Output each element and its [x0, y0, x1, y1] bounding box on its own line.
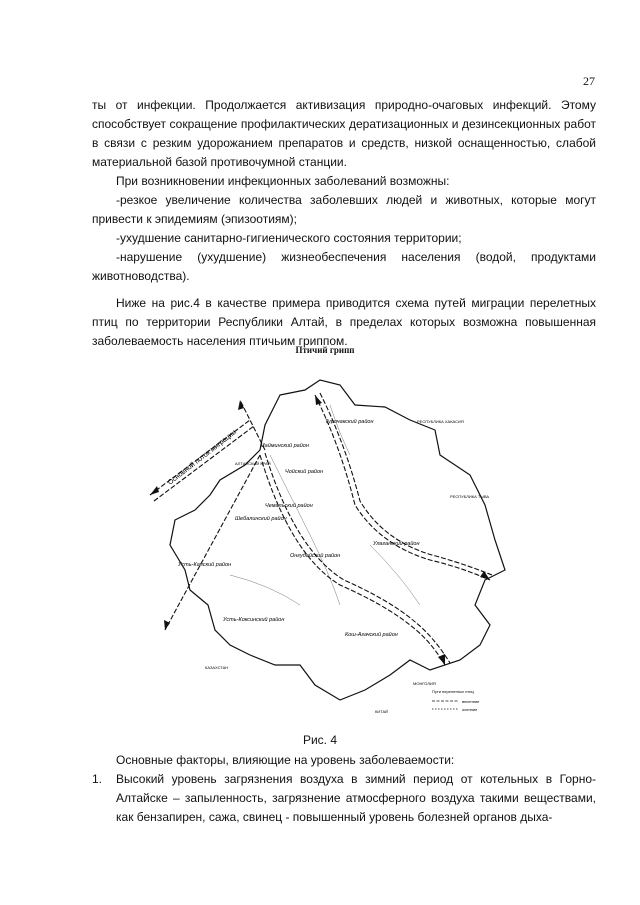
- neighbor-label: МОНГОЛИЯ: [413, 681, 436, 686]
- neighbor-label: РЕСПУБЛИКА ХАКАСИЯ: [417, 419, 464, 424]
- factor-number: 1.: [92, 772, 103, 786]
- list-item: -нарушение (ухудшение) жизнеобеспечения населения (водой, продуктами животноводства).: [92, 250, 596, 283]
- list-item: -ухудшение санитарно-гигиенического состояния территории;: [116, 231, 462, 245]
- neighbor-label: РЕСПУБЛИКА ТЫВА: [450, 494, 490, 499]
- paragraph: Ниже на рис.4 в качестве примера приводится схема путей миграции перелетных птиц по территории Республики Алтай, в пределах которых возможна повышенная заболеваемость населения птичьим гриппом.: [92, 296, 596, 348]
- paragraph: При возникновении инфекционных заболеваний возможны:: [116, 174, 450, 188]
- neighbor-label: АЛТАЙСКИЙ КРАЙ: [235, 461, 271, 466]
- body-text: [92, 96, 596, 351]
- region-outline: [170, 380, 505, 700]
- district-label: Онгудайский район: [290, 553, 341, 559]
- factors-intro: Основные факторы, влияющие на уровень заболеваемости:: [116, 753, 455, 767]
- neighbor-label: КАЗАХСТАН: [205, 665, 229, 670]
- map-legend: [432, 689, 480, 712]
- legend-item: осенние: [462, 707, 478, 712]
- district-label: Усть-Канский район: [178, 562, 232, 568]
- figure-caption: Рис. 4: [302, 733, 338, 747]
- district-label: Чойский район: [285, 469, 324, 475]
- page-number: 27: [583, 74, 595, 88]
- district-label: Кош-Агачский район: [345, 632, 398, 638]
- legend-title: Пути перелетных птиц: [432, 689, 474, 694]
- factors-section: [92, 751, 596, 827]
- district-label: Шебалинский район: [235, 516, 287, 522]
- legend-item: весенние: [462, 699, 480, 704]
- district-label: Турочакский район: [325, 419, 374, 425]
- district-label: Улаганский район: [373, 541, 420, 547]
- district-label: Усть-Коксинский район: [223, 617, 285, 623]
- paragraph: ты от инфекции. Продолжается активизация природно-очаговых инфекций. Этому способствует сокращение профилактических дератизационных и дезинсекционных работ в связи с резким удорожанием препаратов и средств, низкой оснащенностью, слабой материальной базой противочумной станции.: [92, 98, 596, 169]
- district-label: Чемальский район: [265, 503, 313, 509]
- map-svg: [140, 345, 510, 725]
- district-label: Майминский район: [260, 443, 309, 449]
- list-item: -резкое увеличение количества заболевших людей и животных, которые могут привести к эпидемиям (эпизоотиям);: [92, 193, 596, 226]
- arrowhead: [150, 486, 159, 495]
- flow-label: Основной поток миграции: [166, 429, 238, 487]
- migration-map: [140, 345, 510, 725]
- map-title: Птичий грипп: [295, 345, 355, 355]
- factor-item: [92, 770, 596, 827]
- factor-text: Высокий уровень загрязнения воздуха в зимний период от котельных в Горно-Алтайске – запыленность, загрязнение атмосферного воздуха такими веществами, как бензапирен, сажа, свинец - повышенный уровень болезней органов дыха-: [116, 772, 596, 824]
- neighbor-label: КИТАЙ: [375, 709, 389, 714]
